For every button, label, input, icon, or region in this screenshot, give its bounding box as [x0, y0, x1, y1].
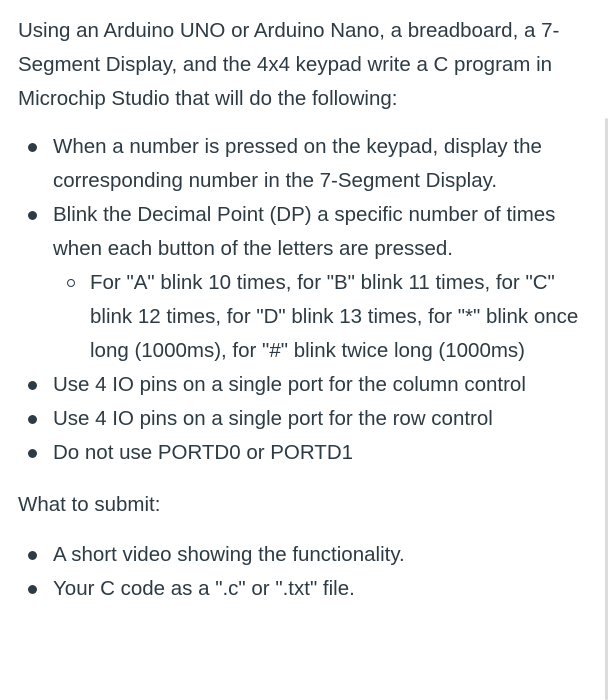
- assignment-content: [18, 14, 598, 606]
- blink-rules-text: For "A" blink 10 times, for "B" blink 11 times, for "C" blink 12 times, for "D" blink 13 times, for "*" blink once long (1000ms), for "#" blink twice long (1000ms): [90, 271, 579, 362]
- requirement-text: Blink the Decimal Point (DP) a specific number of times when each button of the letters are pressed.: [53, 203, 556, 260]
- submit-item-text: Your C code as a ".c" or ".txt" file.: [53, 577, 355, 600]
- requirement-item: [18, 198, 598, 368]
- requirement-text: Use 4 IO pins on a single port for the column control: [53, 373, 526, 396]
- blink-rules-list: [53, 266, 598, 368]
- submit-list: [18, 538, 598, 606]
- requirement-item: [18, 368, 598, 402]
- requirement-text: Do not use PORTD0 or PORTD1: [53, 441, 354, 464]
- requirement-text: Use 4 IO pins on a single port for the row control: [53, 407, 493, 430]
- requirement-item: [18, 436, 598, 470]
- submit-heading: What to submit:: [18, 493, 161, 516]
- requirement-text: When a number is pressed on the keypad, display the corresponding number in the 7-Segment Display.: [53, 135, 542, 192]
- intro-paragraph: Using an Arduino UNO or Arduino Nano, a breadboard, a 7-Segment Display, and the 4x4 keypad write a C program in Microchip Studio that will do the following:: [18, 19, 560, 110]
- requirement-item: [18, 130, 598, 198]
- scrollbar[interactable]: [605, 118, 608, 700]
- blink-rules-item: [53, 266, 598, 368]
- submit-item-text: A short video showing the functionality.: [53, 543, 405, 566]
- requirements-list: [18, 130, 598, 470]
- submit-item: [18, 572, 598, 606]
- submit-item: [18, 538, 598, 572]
- requirement-item: [18, 402, 598, 436]
